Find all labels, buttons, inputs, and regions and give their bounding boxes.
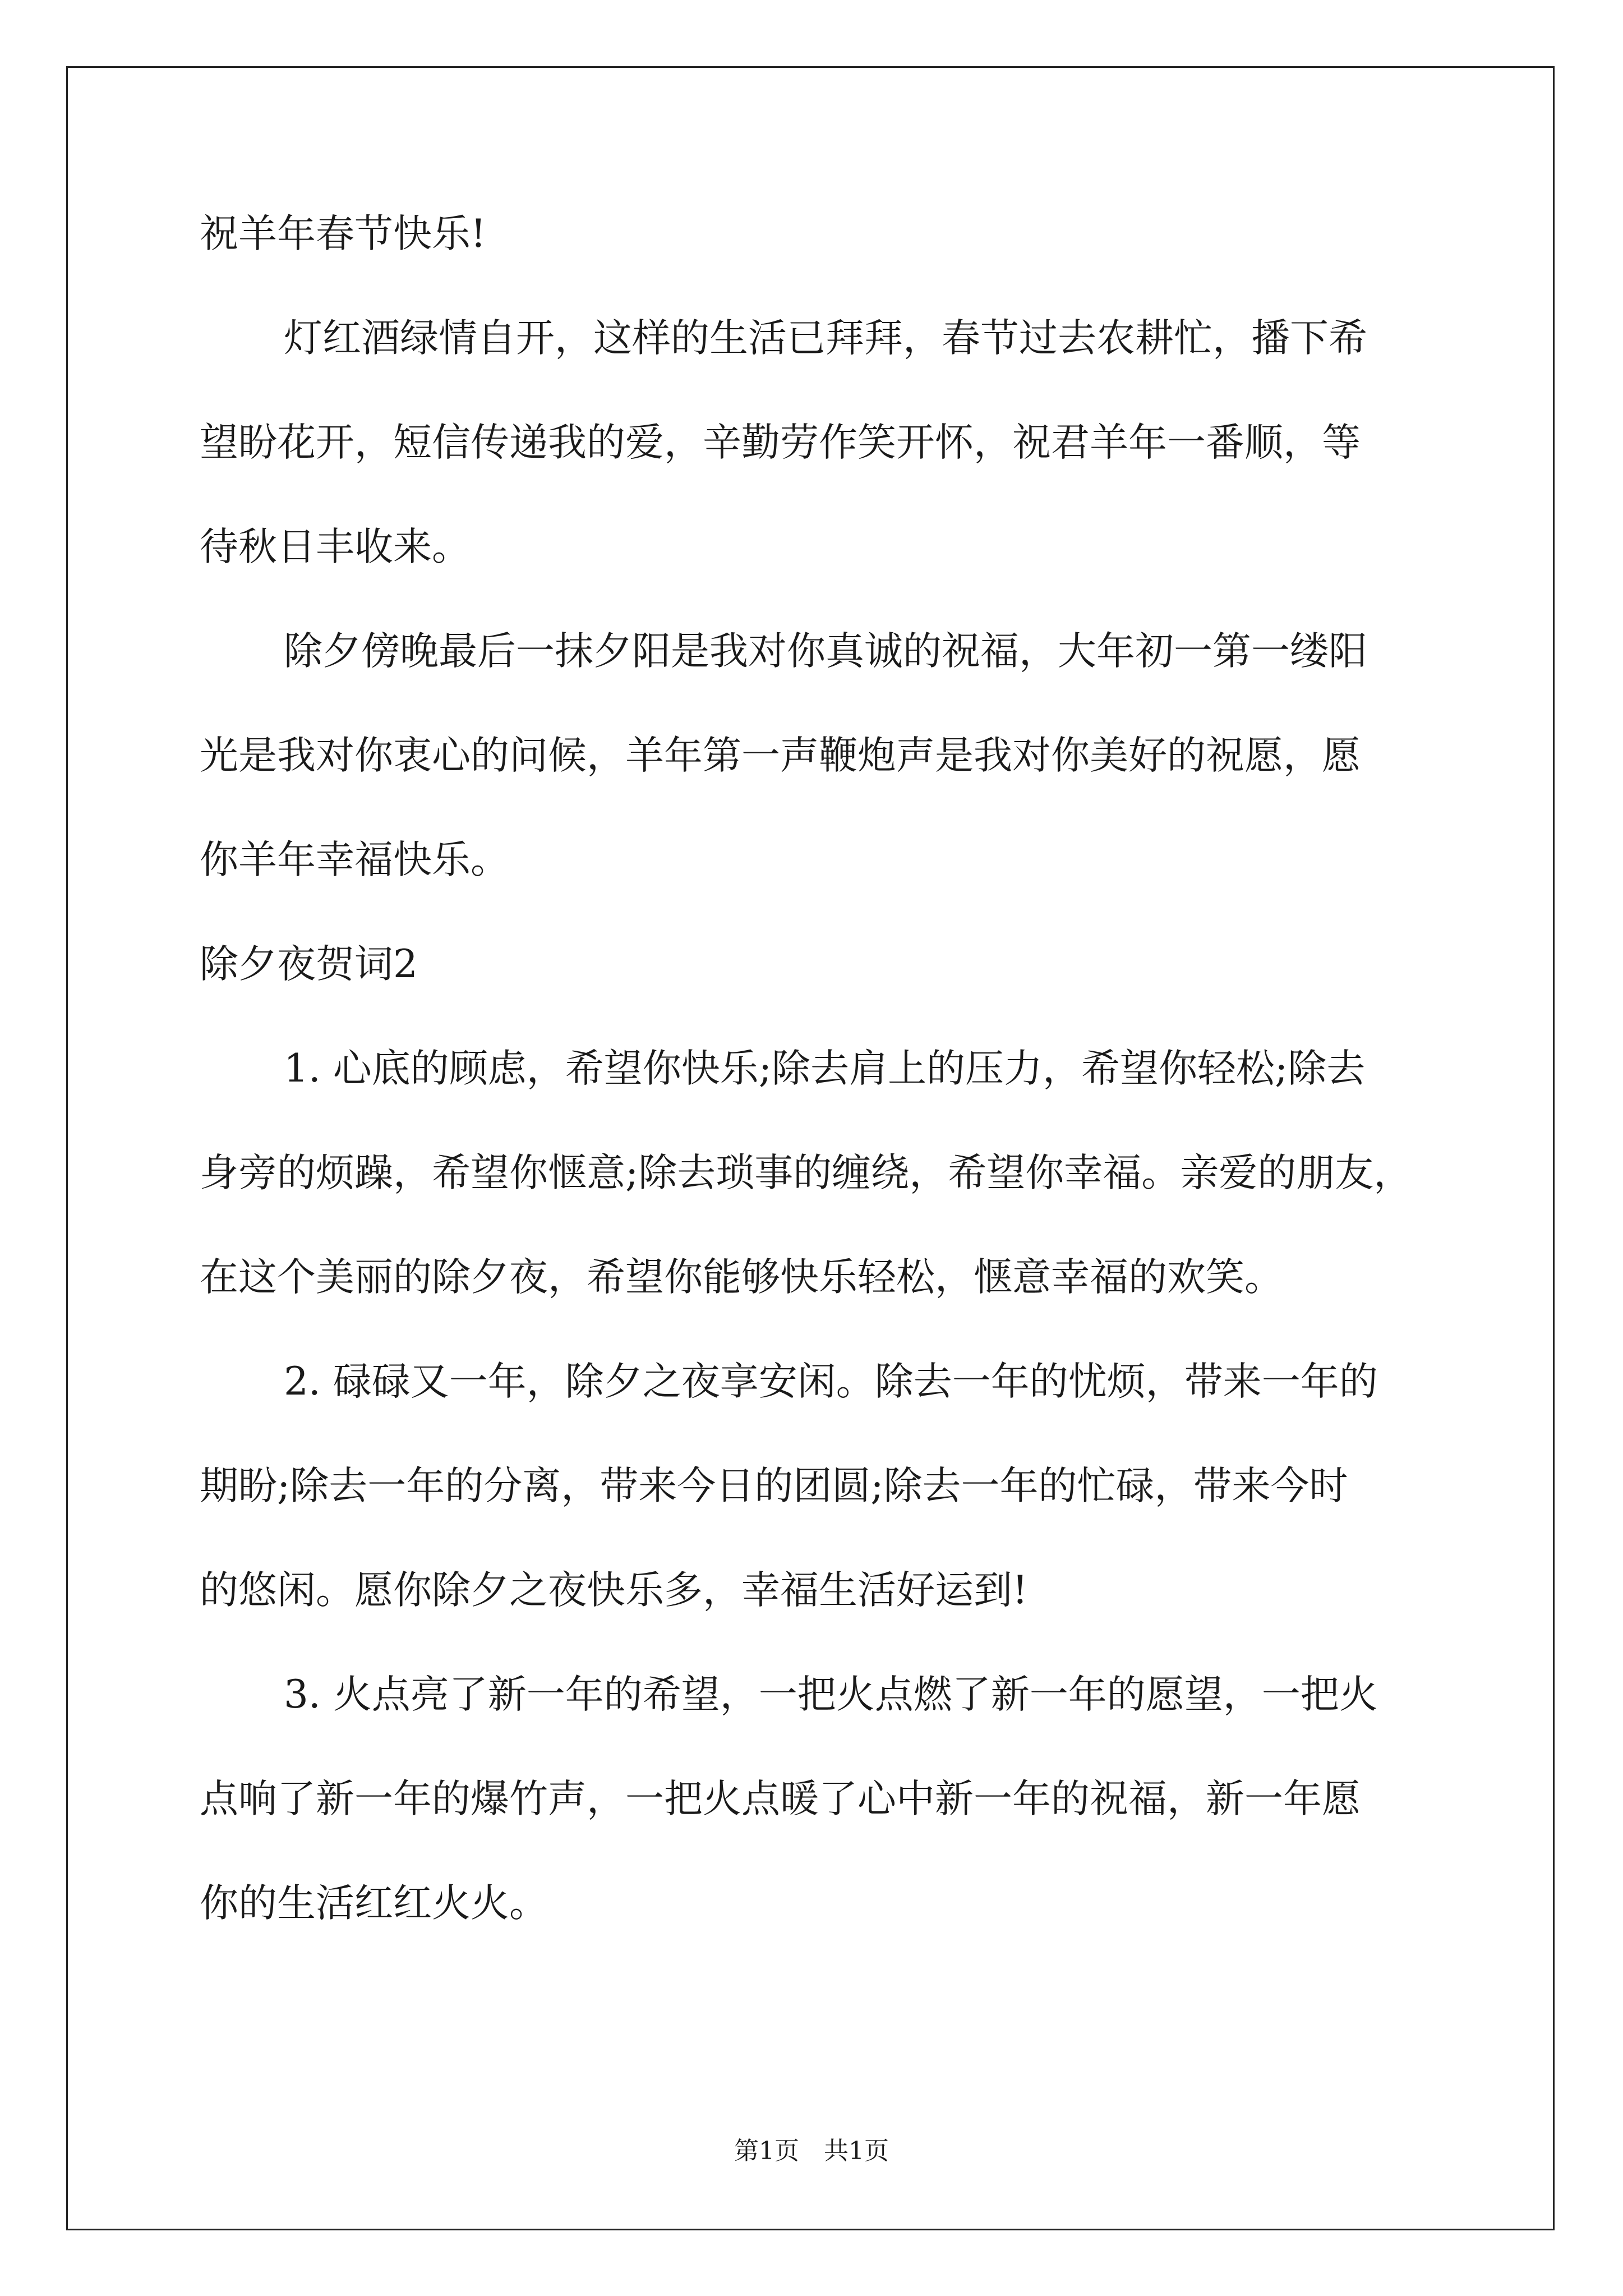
text-line: 期盼;除去一年的分离，带来今日的团圆;除去一年的忙碌，带来今时 xyxy=(200,1464,1348,1508)
text-line: 身旁的烦躁，希望你惬意;除去琐事的缠绕，希望你幸福。亲爱的朋友， xyxy=(200,1151,1413,1195)
paragraph-first-line: 灯红酒绿情自开，这样的生活已拜拜，春节过去农耕忙，播下希 xyxy=(284,316,1367,361)
text-line: 点响了新一年的爆竹声，一把火点暖了心中新一年的祝福，新一年愿 xyxy=(200,1777,1361,1821)
paragraph-first-line: 2. 碌碌又一年，除夕之夜享安闲。除去一年的忧烦，带来一年的 xyxy=(284,1359,1378,1404)
text-line: 祝羊年春节快乐! xyxy=(200,211,486,256)
text-line: 你羊年幸福快乐。 xyxy=(200,838,509,882)
paragraph-first-line: 1. 心底的顾虑，希望你快乐;除去肩上的压力，希望你轻松;除去 xyxy=(284,1046,1366,1091)
page-footer: 第1页 共1页 xyxy=(734,2137,889,2165)
text-line: 待秋日丰收来。 xyxy=(200,524,471,569)
paragraph-first-line: 3. 火点亮了新一年的希望，一把火点燃了新一年的愿望，一把火 xyxy=(284,1672,1378,1717)
text-line: 你的生活红红火火。 xyxy=(200,1881,548,1926)
paragraph-first-line: 除夕傍晚最后一抹夕阳是我对你真诚的祝福，大年初一第一缕阳 xyxy=(284,629,1367,674)
text-line: 光是我对你衷心的问候，羊年第一声鞭炮声是我对你美好的祝愿，愿 xyxy=(200,733,1361,778)
text-line: 在这个美丽的除夕夜，希望你能够快乐轻松，惬意幸福的欢笑。 xyxy=(200,1255,1283,1300)
text-line: 的悠闲。愿你除夕之夜快乐多，幸福生活好运到! xyxy=(200,1568,1028,1613)
text-line: 望盼花开，短信传递我的爱，辛勤劳作笑开怀，祝君羊年一番顺，等 xyxy=(200,420,1361,465)
document-body xyxy=(200,208,1426,1930)
section-heading: 除夕夜贺词2 xyxy=(200,942,418,987)
